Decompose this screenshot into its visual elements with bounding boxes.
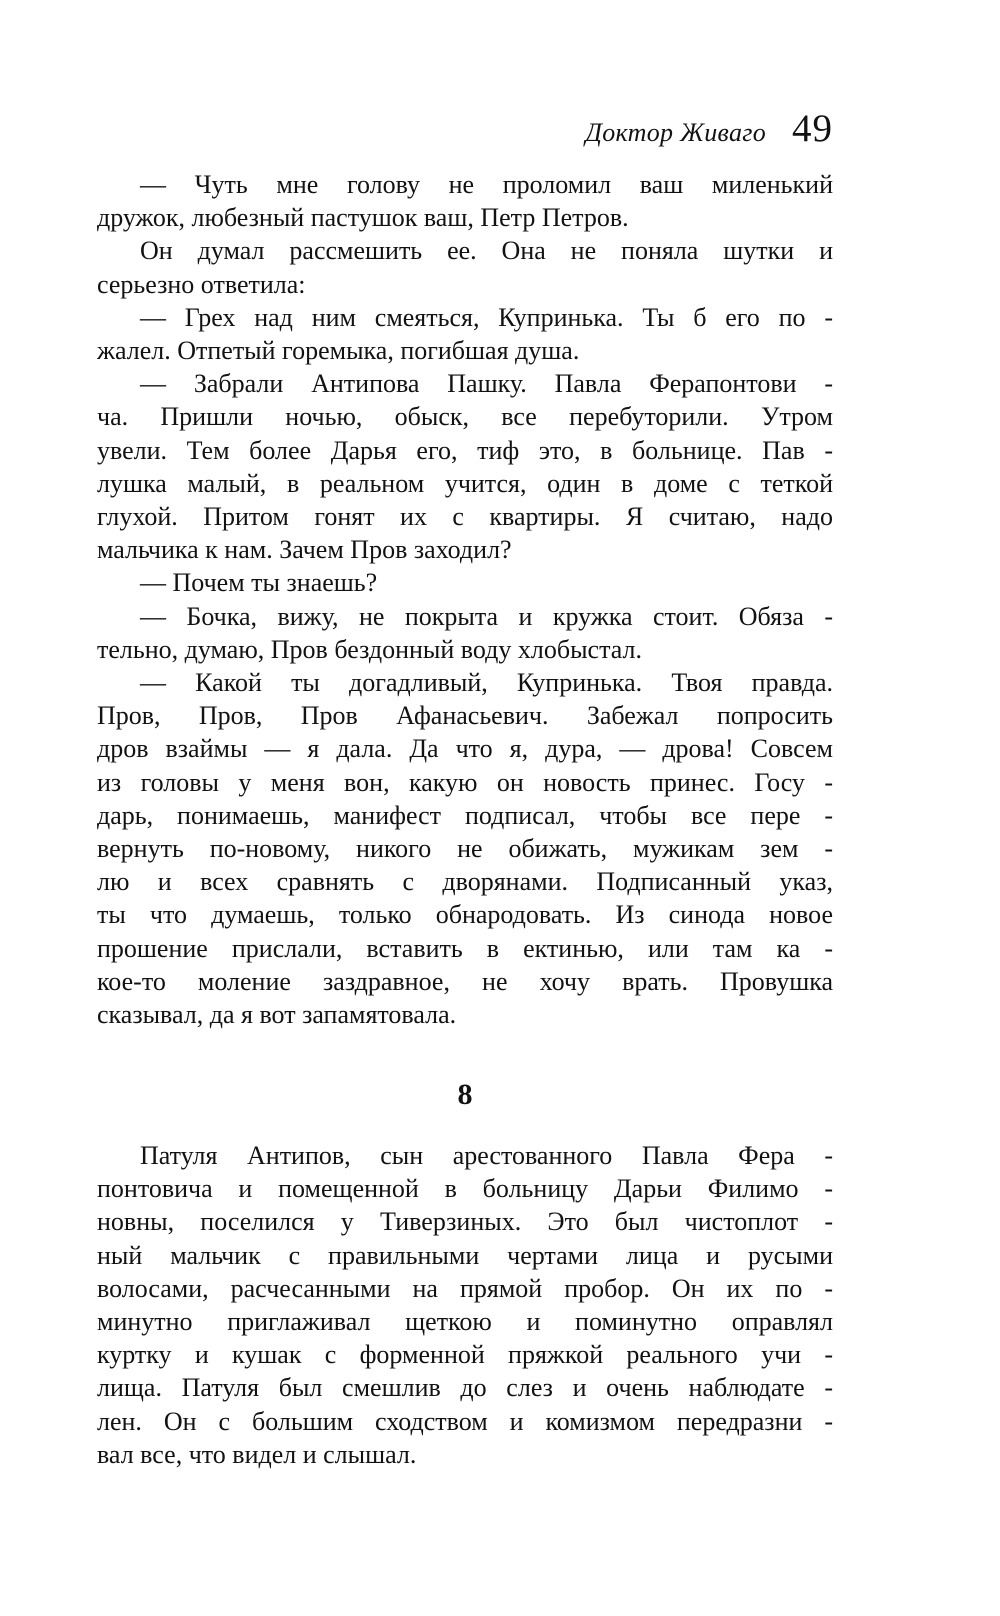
text-line: увели. Тем более Дарья его, тиф это, в больнице. Пав - xyxy=(97,435,833,465)
text-line: Пров, Пров, Пров Афанасьевич. Забежал попросить xyxy=(97,701,833,731)
text-line: тельно, думаю, Пров бездонный воду хлобыстал. xyxy=(97,634,643,664)
text-line: лю и всех сравнять с дворянами. Подписанный указ, xyxy=(97,867,833,897)
text-line: прошение прислали, вставить в ектинью, или там ка - xyxy=(97,933,833,963)
text-line: ча. Пришли ночью, обыск, все перебуторили. Утром xyxy=(97,402,833,432)
text-line: ный мальчик с правильными чертами лица и русыми xyxy=(97,1240,833,1270)
running-header xyxy=(97,106,833,151)
text-line: вернуть по-новому, никого не обижать, мужикам зем - xyxy=(97,834,833,864)
text-line: — Почем ты знаешь? xyxy=(140,568,378,598)
text-line: ты что думаешь, только обнародовать. Из синода новое xyxy=(97,900,833,930)
text-line: куртку и кушак с форменной пряжкой реального учи - xyxy=(97,1340,833,1370)
text-line: серьезно ответила: xyxy=(97,269,306,299)
text-line: Патуля Антипов, сын арестованного Павла Фера - xyxy=(140,1141,833,1170)
text-line: лен. Он с большим сходством и комизмом передразни - xyxy=(97,1406,833,1436)
text-line: жалел. Отпетый горемыка, погибшая душа. xyxy=(97,336,580,366)
text-line: из головы у меня вон, какую он новость принес. Госу - xyxy=(97,767,833,797)
text-line: — Чуть мне голову не проломил ваш миленький xyxy=(140,170,833,199)
section-number: 8 xyxy=(457,1078,473,1111)
text-line: дров взаймы — я дала. Да что я, дура, — дрова! Совсем xyxy=(97,734,833,764)
text-line: кое-то моление заздравное, не хочу врать. Провушка xyxy=(97,966,833,996)
text-line: волосами, расчесанными на прямой пробор. Он их по - xyxy=(97,1273,833,1303)
text-line: — Грех над ним смеяться, Купринька. Ты б его по - xyxy=(140,302,833,332)
text-line: — Бочка, вижу, не покрыта и кружка стоит. Обяза - xyxy=(140,601,833,631)
text-line: вал все, что видел и слышал. xyxy=(97,1439,417,1469)
text-line: новны, поселился у Тиверзиных. Это был чистоплот - xyxy=(97,1207,833,1237)
page-number: 49 xyxy=(792,107,833,150)
text-line: дружок, любезный пастушок ваш, Петр Петров. xyxy=(97,203,629,233)
book-title: Доктор Живаго xyxy=(585,118,766,147)
text-line: лушка малый, в реальном учится, один в доме с теткой xyxy=(97,468,833,498)
text-line: лища. Патуля был смешлив до слез и очень наблюдате - xyxy=(97,1373,833,1403)
text-line: минутно приглаживал щеткою и поминутно оправлял xyxy=(97,1307,833,1337)
text-line: сказывал, да я вот запамятовала. xyxy=(97,1000,457,1030)
text-line: понтовича и помещенной в больницу Дарьи Филимо - xyxy=(97,1174,833,1204)
text-line: — Какой ты догадливый, Купринька. Твоя правда. xyxy=(140,668,833,698)
text-line: Он думал рассмешить ее. Она не поняла шутки и xyxy=(140,236,833,266)
text-line: дарь, понимаешь, манифест подписал, чтобы все пере - xyxy=(97,800,833,830)
text-line: глухой. Притом гонят их с квартиры. Я считаю, надо xyxy=(97,502,833,532)
text-line: мальчика к нам. Зачем Пров заходил? xyxy=(97,535,512,565)
text-block-2 xyxy=(97,1139,833,1471)
text-line: — Забрали Антипова Пашку. Павла Ферапонтови - xyxy=(140,369,833,399)
text-block-1 xyxy=(97,168,833,1031)
